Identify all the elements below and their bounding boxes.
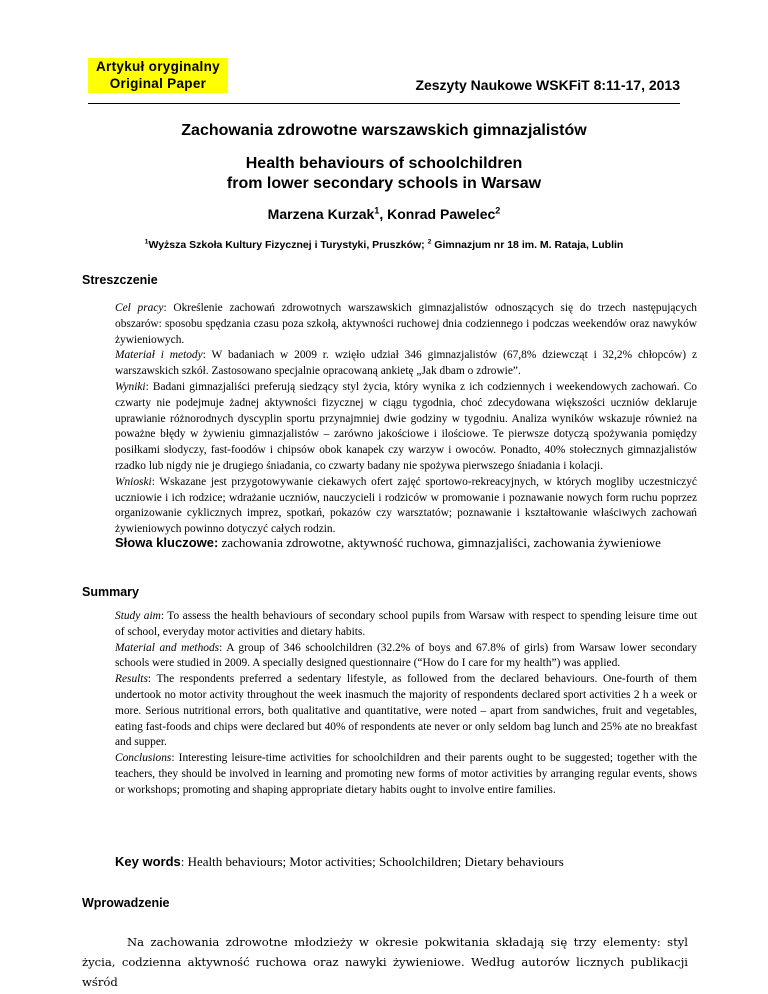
badge-polish: Artykuł oryginalny — [96, 59, 220, 74]
author-2-affiliation: 2 — [495, 205, 501, 216]
journal-citation: Zeszyty Naukowe WSKFiT 8:11-17, 2013 — [415, 77, 680, 93]
streszczenie-body — [115, 301, 697, 538]
affiliation-2: Gimnazjum nr 18 im. M. Rataja, Lublin — [431, 239, 624, 251]
summary-methods-label: Material and methods — [115, 641, 220, 654]
intro-paragraph: Na zachowania zdrowotne młodzieży w okresie pokwitania składają się trzy elementy: styl życia, codzienna aktywność ruchowa oraz nawyki żywieniowe. Według autorów licznych publikacji wśród — [82, 935, 688, 989]
slowa-kluczowe — [115, 534, 697, 551]
slowa-kluczowe-label: Słowa kluczowe: — [115, 535, 219, 550]
summary-conclusions: Conclusions: Interesting leisure-time activities for schoolchildren and their parents ought to be suggested; together with the teachers, they should be involved in learning and promoting new forms of motor activities by arranging regular events, shows or workshops; promoting and shaping appropriate dietary habits ought to involve entire families. — [115, 752, 697, 796]
intro-heading: Wprowadzenie — [82, 896, 170, 910]
title-polish: Zachowania zdrowotne warszawskich gimnazjalistów — [181, 122, 587, 139]
affiliation-2-marker: 2 — [427, 238, 432, 246]
streszczenie-results-label: Wyniki — [115, 380, 146, 393]
author-separator: , — [379, 206, 388, 222]
streszczenie-results: Wyniki: Badani gimnazjaliści preferują siedzący styl życia, który wynika z ich codziennych i weekendowych zachowań. Co czwarty nie podejmuje żadnej aktywności fizycznej w ciągu tygodnia, choć zdecydowana większości uczniów deklaruje uprawianie różnorodnych dyscyplin sportu przynajmniej dwie godziny w tygodniu. Analiza wyników wskazuje również na poważne błędy w żywieniu gimnazjalistów – zarówno jakościowe i ilościowe. Te pierwsze dotyczą spożywania pomiędzy posiłkami słodyczy, fast-foodów i chipsów obok kanapek czy warzyw i owoców. Ponadto, 40% stołecznych gimnazjalistów rzadko lub nigdy nie je drugiego śniadania, co czwarty badany nie spożywa pierwszego śniadania i kolacji. — [115, 380, 697, 472]
title-english-line2: from lower secondary schools in Warsaw — [226, 175, 542, 192]
badge-english: Original Paper — [109, 76, 207, 91]
affiliations — [0, 239, 768, 251]
intro-body — [82, 932, 688, 992]
streszczenie-aim: Cel pracy: Określenie zachowań zdrowotnych warszawskich gimnazjalistów odnoszących się do trzech następujących obszarów: sposobu spędzania czasu poza szkołą, aktywności ruchowej dnia codziennego i podczas weekendów oraz nawyków żywieniowych. — [115, 302, 697, 346]
header-divider — [88, 103, 680, 104]
summary-aim: Study aim: To assess the health behaviours of secondary school pupils from Warsaw with respect to spending leisure time out of school, everyday motor activities and dietary habits. — [115, 610, 697, 638]
title-english-line1: Health behaviours of schoolchildren — [245, 155, 523, 172]
key-words-text: : Health behaviours; Motor activities; Schoolchildren; Dietary behaviours — [180, 854, 564, 869]
streszczenie-methods-label: Materiał i metody — [115, 349, 203, 362]
key-words — [115, 853, 697, 870]
summary-methods: Material and methods: A group of 346 schoolchildren (32.2% of boys and 67.8% of girls) from Warsaw lower secondary schools were studied in 2009. A specially designed questionnaire (“How do I care for my health”) was applied. — [115, 641, 697, 670]
author-2: Konrad Pawelec — [387, 206, 496, 222]
summary-results-label: Results — [115, 673, 148, 686]
affiliation-1-marker: 1 — [144, 238, 149, 246]
author-1: Marzena Kurzak — [267, 206, 375, 222]
summary-results: Results: The respondents preferred a sedentary lifestyle, as followed from the declared behaviours. One-fourth of them undertook no motor activity throughout the week inasmuch the majority of respondents declared sport activities 2 h a week or more. Serious nutritional errors, both qualitative and quantitative, were noted – apart from sandwiches, fruit and vegetables, eating fast-foods and chips were declared but 40% of respondents ate never or only seldom bag lunch and 25% ate no breakfast and supper. — [115, 673, 697, 749]
streszczenie-conclusions: Wnioski: Wskazane jest przygotowywanie ciekawych ofert zajęć sportowo-rekreacyjnych, w których mogliby uczestniczyć uczniowie i ich rodzice; wdrażanie uczniów, nauczycieli i rodziców w promowanie i poznawanie nowych form ruchu poprzez organizowanie cyklicznych imprez, spotkań, pokazów czy warsztatów; poznawanie i kształtowanie właściwych zachowań żywieniowych powinno dotyczyć całych rodzin. — [115, 475, 697, 536]
summary-conclusions-label: Conclusions — [115, 752, 172, 765]
article-type-badge — [88, 58, 228, 93]
streszczenie-aim-label: Cel pracy — [115, 302, 164, 314]
summary-heading: Summary — [82, 585, 139, 599]
author-1-affiliation: 1 — [374, 205, 380, 216]
authors — [0, 206, 768, 222]
affiliation-1: Wyższa Szkoła Kultury Fizycznej i Turystyki, Pruszków; — [148, 239, 428, 251]
slowa-kluczowe-text: zachowania zdrowotne, aktywność ruchowa, gimnazjaliści, zachowania żywieniowe — [218, 535, 661, 550]
summary-aim-label: Study aim — [115, 610, 161, 622]
title-english — [0, 154, 768, 194]
summary-body — [115, 609, 697, 799]
streszczenie-heading: Streszczenie — [82, 273, 158, 287]
streszczenie-methods: Materiał i metody: W badaniach w 2009 r. wzięło udział 346 gimnazjalistów (67,8% dziewcząt i 32,2% chłopców) z warszawskich szkół. Zastosowano specjalnie opracowaną ankietę „Jak dbam o zdrowie”. — [115, 349, 697, 378]
streszczenie-conclusions-label: Wnioski — [115, 475, 152, 488]
key-words-label: Key words — [115, 854, 181, 869]
